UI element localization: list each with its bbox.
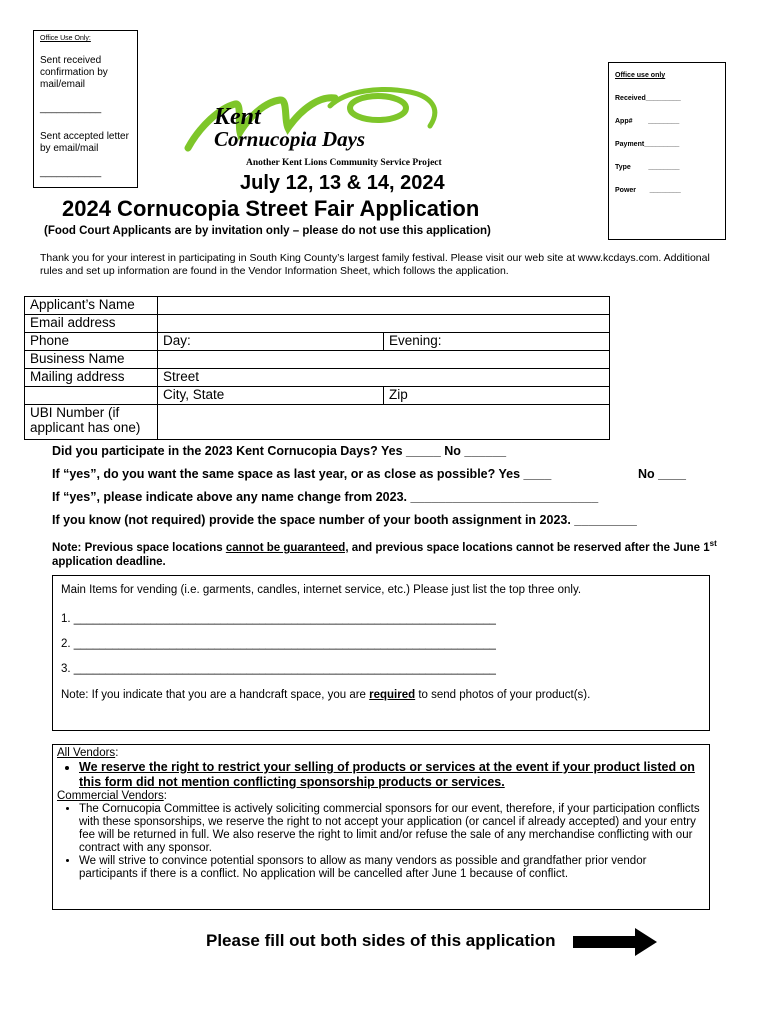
ubi-field[interactable] (158, 405, 610, 440)
food-court-notice: (Food Court Applicants are by invitation only – please do not use this application) (44, 225, 491, 237)
vending-items-intro: Main Items for vending (i.e. garments, candles, internet service, etc.) Please just list the top three only. (61, 584, 582, 596)
sponsor-conflict-rule: • The Cornucopia Committee is actively soliciting commercial sponsors for our event, therefore, if your participation conflicts with these sponsorships, we reserve the right to not accept your application (or cancel if already accepted) and your entry fee will be returned in full. We also reserve the right to limit and/or refuse the sale of any merchandise conflicting with our contract with any sponsor. (79, 803, 705, 855)
question-name-change[interactable]: If “yes”, please indicate above any name change from 2023. ___________________________ (52, 490, 599, 504)
phone-evening-field[interactable]: Evening: (384, 333, 610, 351)
office-use-left-box (33, 30, 138, 188)
question-same-space-no[interactable]: No ____ (638, 467, 686, 481)
intro-paragraph: Thank you for your interest in participating in South King County’s largest family festival. Please visit our web site at www.kcdays.com. Additional rules and set up information are found in the Vendor Information Sheet, which follows the application. (40, 252, 710, 277)
handcraft-note: Note: If you indicate that you are a handcraft space, you are required to send photos of your product(s). (61, 689, 591, 701)
arrow-right-icon (573, 928, 657, 956)
business-name-label: Business Name (25, 351, 158, 369)
space-location-note: Note: Previous space locations cannot be guaranteed, and previous space locations cannot be reserved after the June 1st application deadline. (52, 539, 717, 568)
type-row: Type ________ (615, 164, 680, 171)
mailing-address-label: Mailing address (25, 369, 158, 387)
ubi-label: UBI Number (if applicant has one) (25, 405, 158, 440)
logo-tagline: Another Kent Lions Community Service Project (246, 158, 442, 168)
question-same-space[interactable]: If “yes”, do you want the same space as last year, or as close as possible? Yes ____ (52, 467, 552, 481)
sent-accepted-label: Sent accepted letter by email/mail (40, 131, 129, 154)
phone-label: Phone (25, 333, 158, 351)
question-participated-2023[interactable]: Did you participate in the 2023 Kent Cornucopia Days? Yes _____ No ______ (52, 444, 507, 458)
applicant-name-label: Applicant’s Name (25, 297, 158, 315)
reserve-right-rule: • We reserve the right to restrict your selling of products or services at the event if your product listed on this form did not mention conflicting sponsorship products or services. (79, 760, 705, 790)
fill-both-sides-note: Please fill out both sides of this application (206, 931, 556, 950)
applicant-info-table (24, 296, 610, 440)
power-row: Power ________ (615, 187, 681, 194)
logo-cornucopia-text: Cornucopia Days (214, 127, 366, 151)
office-use-right-box (608, 62, 726, 240)
page-title: 2024 Cornucopia Street Fair Application (62, 196, 480, 221)
commercial-vendors-heading: Commercial Vendors: (57, 790, 167, 802)
kent-cornucopia-days-logo (180, 86, 460, 168)
vending-item-1[interactable]: 1. __________________________________________________________________ (61, 613, 496, 625)
vending-item-3[interactable]: 3. __________________________________________________________________ (61, 663, 496, 675)
email-label: Email address (25, 315, 158, 333)
app-number-row: App# ________ (615, 118, 680, 125)
question-booth-number[interactable]: If you know (not required) provide the space number of your booth assignment in 2023. _________ (52, 513, 637, 527)
vendor-rules-box (52, 744, 710, 910)
office-use-right-header: Office use only (615, 72, 666, 79)
payment-row: Payment_________ (615, 141, 680, 148)
office-use-header: Office Use Only: (40, 35, 91, 42)
received-row: Received_________ (615, 95, 681, 102)
business-name-field[interactable] (158, 351, 610, 369)
logo-kent-text: Kent (214, 104, 261, 130)
sent-received-label: Sent received confirmation by mail/email (40, 55, 108, 90)
applicant-name-field[interactable] (158, 297, 610, 315)
sent-accepted-blank[interactable]: ___________ (40, 167, 102, 178)
city-state-field[interactable]: City, State (158, 387, 384, 405)
vending-item-2[interactable]: 2. __________________________________________________________________ (61, 638, 496, 650)
mailing-address-label-cont (25, 387, 158, 405)
vending-items-box (52, 575, 710, 731)
all-vendors-heading: All Vendors: (57, 747, 119, 759)
zip-field[interactable]: Zip (384, 387, 610, 405)
street-field[interactable]: Street (158, 369, 610, 387)
grandfather-rule: • We will strive to convince potential sponsors to allow as many vendors as possible and grandfather prior vendor participants if there is a conflict. No application will be cancelled after June 1 because of conflict. (79, 855, 705, 881)
email-field[interactable] (158, 315, 610, 333)
phone-day-field[interactable]: Day: (158, 333, 384, 351)
event-date: July 12, 13 & 14, 2024 (240, 172, 445, 194)
sent-received-blank[interactable]: ___________ (40, 103, 102, 114)
